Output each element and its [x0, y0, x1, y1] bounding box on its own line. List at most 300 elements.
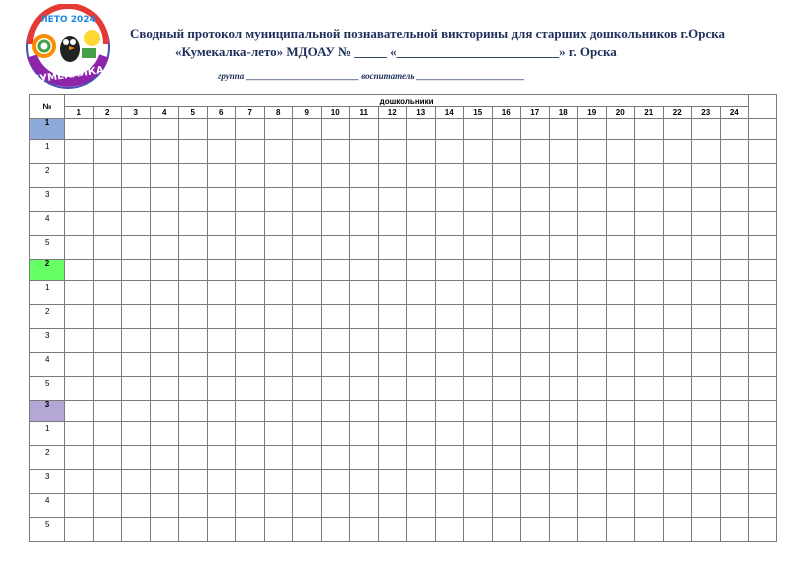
score-cell[interactable]: [635, 164, 664, 188]
score-cell[interactable]: [464, 281, 493, 305]
score-cell[interactable]: [378, 305, 407, 329]
score-cell[interactable]: [720, 518, 749, 542]
score-cell[interactable]: [350, 377, 379, 401]
score-cell[interactable]: [378, 236, 407, 260]
score-cell[interactable]: [720, 281, 749, 305]
score-cell[interactable]: [150, 260, 179, 281]
score-cell[interactable]: [264, 164, 293, 188]
score-cell[interactable]: [122, 518, 151, 542]
score-cell[interactable]: [407, 494, 436, 518]
score-cell[interactable]: [464, 422, 493, 446]
score-cell[interactable]: [407, 164, 436, 188]
score-cell[interactable]: [578, 212, 607, 236]
score-cell[interactable]: [93, 494, 122, 518]
score-cell[interactable]: [122, 164, 151, 188]
score-cell[interactable]: [378, 188, 407, 212]
score-cell[interactable]: [663, 119, 692, 140]
score-cell[interactable]: [236, 329, 265, 353]
score-cell[interactable]: [236, 140, 265, 164]
score-cell[interactable]: [435, 470, 464, 494]
score-cell[interactable]: [207, 446, 236, 470]
score-cell[interactable]: [236, 470, 265, 494]
score-cell[interactable]: [293, 494, 322, 518]
score-cell[interactable]: [264, 329, 293, 353]
score-cell[interactable]: [663, 329, 692, 353]
score-cell[interactable]: [663, 422, 692, 446]
score-cell[interactable]: [407, 236, 436, 260]
score-cell[interactable]: [65, 260, 94, 281]
score-cell[interactable]: [663, 188, 692, 212]
score-cell[interactable]: [293, 329, 322, 353]
score-cell[interactable]: [435, 377, 464, 401]
score-cell[interactable]: [749, 470, 777, 494]
score-cell[interactable]: [378, 329, 407, 353]
score-cell[interactable]: [606, 236, 635, 260]
score-cell[interactable]: [606, 422, 635, 446]
score-cell[interactable]: [321, 188, 350, 212]
score-cell[interactable]: [407, 212, 436, 236]
score-cell[interactable]: [321, 470, 350, 494]
score-cell[interactable]: [122, 353, 151, 377]
score-cell[interactable]: [464, 377, 493, 401]
score-cell[interactable]: [179, 422, 208, 446]
score-cell[interactable]: [692, 236, 721, 260]
score-cell[interactable]: [350, 236, 379, 260]
score-cell[interactable]: [207, 140, 236, 164]
score-cell[interactable]: [293, 236, 322, 260]
score-cell[interactable]: [435, 140, 464, 164]
score-cell[interactable]: [179, 353, 208, 377]
score-cell[interactable]: [122, 329, 151, 353]
score-cell[interactable]: [606, 353, 635, 377]
score-cell[interactable]: [606, 401, 635, 422]
score-cell[interactable]: [179, 164, 208, 188]
score-cell[interactable]: [749, 401, 777, 422]
score-cell[interactable]: [492, 260, 521, 281]
score-cell[interactable]: [492, 422, 521, 446]
score-cell[interactable]: [578, 494, 607, 518]
score-cell[interactable]: [350, 329, 379, 353]
score-cell[interactable]: [692, 260, 721, 281]
score-cell[interactable]: [692, 119, 721, 140]
score-cell[interactable]: [578, 281, 607, 305]
score-cell[interactable]: [93, 188, 122, 212]
score-cell[interactable]: [378, 353, 407, 377]
score-cell[interactable]: [521, 377, 550, 401]
score-cell[interactable]: [521, 281, 550, 305]
score-cell[interactable]: [635, 281, 664, 305]
score-cell[interactable]: [65, 518, 94, 542]
score-cell[interactable]: [407, 401, 436, 422]
score-cell[interactable]: [122, 212, 151, 236]
score-cell[interactable]: [65, 164, 94, 188]
score-cell[interactable]: [378, 377, 407, 401]
score-cell[interactable]: [407, 422, 436, 446]
score-cell[interactable]: [663, 260, 692, 281]
score-cell[interactable]: [93, 164, 122, 188]
score-cell[interactable]: [492, 119, 521, 140]
score-cell[interactable]: [749, 329, 777, 353]
score-cell[interactable]: [578, 119, 607, 140]
score-cell[interactable]: [65, 377, 94, 401]
score-cell[interactable]: [549, 470, 578, 494]
score-cell[interactable]: [663, 494, 692, 518]
score-cell[interactable]: [464, 140, 493, 164]
score-cell[interactable]: [549, 446, 578, 470]
score-cell[interactable]: [635, 353, 664, 377]
score-cell[interactable]: [65, 119, 94, 140]
score-cell[interactable]: [492, 305, 521, 329]
score-cell[interactable]: [179, 236, 208, 260]
score-cell[interactable]: [293, 446, 322, 470]
score-cell[interactable]: [692, 422, 721, 446]
score-cell[interactable]: [150, 494, 179, 518]
score-cell[interactable]: [521, 518, 550, 542]
score-cell[interactable]: [321, 422, 350, 446]
score-cell[interactable]: [93, 518, 122, 542]
score-cell[interactable]: [720, 212, 749, 236]
score-cell[interactable]: [236, 260, 265, 281]
score-cell[interactable]: [65, 494, 94, 518]
score-cell[interactable]: [207, 188, 236, 212]
score-cell[interactable]: [179, 494, 208, 518]
score-cell[interactable]: [378, 470, 407, 494]
score-cell[interactable]: [264, 422, 293, 446]
score-cell[interactable]: [464, 353, 493, 377]
score-cell[interactable]: [492, 164, 521, 188]
score-cell[interactable]: [692, 470, 721, 494]
score-cell[interactable]: [578, 470, 607, 494]
score-cell[interactable]: [635, 377, 664, 401]
score-cell[interactable]: [179, 518, 208, 542]
score-cell[interactable]: [350, 212, 379, 236]
score-cell[interactable]: [179, 401, 208, 422]
score-cell[interactable]: [264, 260, 293, 281]
score-cell[interactable]: [464, 260, 493, 281]
score-cell[interactable]: [521, 188, 550, 212]
score-cell[interactable]: [635, 518, 664, 542]
score-cell[interactable]: [150, 119, 179, 140]
score-cell[interactable]: [150, 446, 179, 470]
score-cell[interactable]: [663, 236, 692, 260]
score-cell[interactable]: [692, 188, 721, 212]
score-cell[interactable]: [321, 377, 350, 401]
score-cell[interactable]: [65, 140, 94, 164]
score-cell[interactable]: [236, 188, 265, 212]
score-cell[interactable]: [521, 305, 550, 329]
score-cell[interactable]: [749, 518, 777, 542]
score-cell[interactable]: [663, 164, 692, 188]
score-cell[interactable]: [321, 353, 350, 377]
score-cell[interactable]: [378, 119, 407, 140]
score-cell[interactable]: [492, 494, 521, 518]
score-cell[interactable]: [321, 305, 350, 329]
score-cell[interactable]: [350, 518, 379, 542]
score-cell[interactable]: [549, 188, 578, 212]
score-cell[interactable]: [207, 329, 236, 353]
score-cell[interactable]: [663, 401, 692, 422]
score-cell[interactable]: [464, 329, 493, 353]
score-cell[interactable]: [93, 401, 122, 422]
score-cell[interactable]: [150, 329, 179, 353]
score-cell[interactable]: [179, 119, 208, 140]
score-cell[interactable]: [407, 305, 436, 329]
score-cell[interactable]: [464, 494, 493, 518]
score-cell[interactable]: [549, 305, 578, 329]
score-cell[interactable]: [549, 518, 578, 542]
score-cell[interactable]: [350, 260, 379, 281]
score-cell[interactable]: [321, 329, 350, 353]
score-cell[interactable]: [692, 164, 721, 188]
score-cell[interactable]: [236, 164, 265, 188]
score-cell[interactable]: [264, 470, 293, 494]
score-cell[interactable]: [492, 401, 521, 422]
score-cell[interactable]: [692, 401, 721, 422]
score-cell[interactable]: [464, 446, 493, 470]
score-cell[interactable]: [492, 353, 521, 377]
score-cell[interactable]: [635, 260, 664, 281]
score-cell[interactable]: [350, 494, 379, 518]
score-cell[interactable]: [65, 422, 94, 446]
score-cell[interactable]: [435, 164, 464, 188]
score-cell[interactable]: [65, 236, 94, 260]
score-cell[interactable]: [264, 446, 293, 470]
score-cell[interactable]: [407, 188, 436, 212]
score-cell[interactable]: [749, 377, 777, 401]
score-cell[interactable]: [635, 305, 664, 329]
score-cell[interactable]: [549, 422, 578, 446]
score-cell[interactable]: [635, 140, 664, 164]
score-cell[interactable]: [407, 446, 436, 470]
score-cell[interactable]: [150, 281, 179, 305]
score-cell[interactable]: [122, 377, 151, 401]
score-cell[interactable]: [264, 236, 293, 260]
score-cell[interactable]: [549, 377, 578, 401]
score-cell[interactable]: [122, 470, 151, 494]
score-cell[interactable]: [179, 446, 208, 470]
score-cell[interactable]: [435, 353, 464, 377]
score-cell[interactable]: [663, 281, 692, 305]
score-cell[interactable]: [293, 401, 322, 422]
score-cell[interactable]: [720, 164, 749, 188]
score-cell[interactable]: [578, 446, 607, 470]
score-cell[interactable]: [578, 329, 607, 353]
score-cell[interactable]: [378, 140, 407, 164]
score-cell[interactable]: [720, 260, 749, 281]
score-cell[interactable]: [93, 212, 122, 236]
score-cell[interactable]: [606, 140, 635, 164]
score-cell[interactable]: [549, 140, 578, 164]
score-cell[interactable]: [464, 188, 493, 212]
score-cell[interactable]: [435, 236, 464, 260]
score-cell[interactable]: [264, 140, 293, 164]
score-cell[interactable]: [521, 164, 550, 188]
score-cell[interactable]: [65, 470, 94, 494]
score-cell[interactable]: [606, 305, 635, 329]
score-cell[interactable]: [179, 140, 208, 164]
score-cell[interactable]: [293, 470, 322, 494]
score-cell[interactable]: [606, 494, 635, 518]
score-cell[interactable]: [236, 446, 265, 470]
score-cell[interactable]: [293, 140, 322, 164]
score-cell[interactable]: [150, 212, 179, 236]
score-cell[interactable]: [236, 281, 265, 305]
score-cell[interactable]: [350, 305, 379, 329]
score-cell[interactable]: [749, 236, 777, 260]
score-cell[interactable]: [635, 401, 664, 422]
score-cell[interactable]: [464, 305, 493, 329]
score-cell[interactable]: [521, 260, 550, 281]
score-cell[interactable]: [549, 164, 578, 188]
score-cell[interactable]: [207, 377, 236, 401]
score-cell[interactable]: [749, 119, 777, 140]
score-cell[interactable]: [179, 377, 208, 401]
score-cell[interactable]: [635, 329, 664, 353]
score-cell[interactable]: [407, 353, 436, 377]
score-cell[interactable]: [635, 494, 664, 518]
score-cell[interactable]: [236, 422, 265, 446]
score-cell[interactable]: [435, 494, 464, 518]
score-cell[interactable]: [350, 353, 379, 377]
score-cell[interactable]: [378, 401, 407, 422]
score-cell[interactable]: [435, 212, 464, 236]
score-cell[interactable]: [65, 329, 94, 353]
score-cell[interactable]: [464, 470, 493, 494]
score-cell[interactable]: [93, 236, 122, 260]
score-cell[interactable]: [749, 281, 777, 305]
score-cell[interactable]: [236, 353, 265, 377]
score-cell[interactable]: [122, 236, 151, 260]
score-cell[interactable]: [435, 401, 464, 422]
score-cell[interactable]: [179, 260, 208, 281]
score-cell[interactable]: [521, 119, 550, 140]
score-cell[interactable]: [464, 212, 493, 236]
score-cell[interactable]: [207, 518, 236, 542]
score-cell[interactable]: [93, 281, 122, 305]
score-cell[interactable]: [264, 305, 293, 329]
score-cell[interactable]: [293, 212, 322, 236]
score-cell[interactable]: [749, 260, 777, 281]
score-cell[interactable]: [464, 119, 493, 140]
score-cell[interactable]: [293, 188, 322, 212]
score-cell[interactable]: [749, 188, 777, 212]
score-cell[interactable]: [549, 260, 578, 281]
score-cell[interactable]: [207, 470, 236, 494]
score-cell[interactable]: [207, 236, 236, 260]
score-cell[interactable]: [350, 119, 379, 140]
score-cell[interactable]: [720, 377, 749, 401]
score-cell[interactable]: [492, 281, 521, 305]
score-cell[interactable]: [663, 353, 692, 377]
score-cell[interactable]: [492, 188, 521, 212]
score-cell[interactable]: [207, 281, 236, 305]
score-cell[interactable]: [321, 140, 350, 164]
score-cell[interactable]: [692, 353, 721, 377]
score-cell[interactable]: [435, 281, 464, 305]
score-cell[interactable]: [407, 518, 436, 542]
score-cell[interactable]: [635, 236, 664, 260]
score-cell[interactable]: [321, 446, 350, 470]
score-cell[interactable]: [549, 236, 578, 260]
score-cell[interactable]: [207, 353, 236, 377]
score-cell[interactable]: [578, 401, 607, 422]
score-cell[interactable]: [293, 281, 322, 305]
score-cell[interactable]: [150, 422, 179, 446]
score-cell[interactable]: [65, 281, 94, 305]
score-cell[interactable]: [93, 470, 122, 494]
score-cell[interactable]: [122, 305, 151, 329]
score-cell[interactable]: [264, 377, 293, 401]
score-cell[interactable]: [207, 422, 236, 446]
score-cell[interactable]: [521, 329, 550, 353]
score-cell[interactable]: [293, 119, 322, 140]
score-cell[interactable]: [492, 470, 521, 494]
score-cell[interactable]: [122, 401, 151, 422]
score-cell[interactable]: [293, 377, 322, 401]
score-cell[interactable]: [321, 401, 350, 422]
score-cell[interactable]: [264, 353, 293, 377]
score-cell[interactable]: [321, 164, 350, 188]
score-cell[interactable]: [65, 212, 94, 236]
score-cell[interactable]: [720, 329, 749, 353]
score-cell[interactable]: [350, 164, 379, 188]
score-cell[interactable]: [293, 260, 322, 281]
score-cell[interactable]: [407, 119, 436, 140]
score-cell[interactable]: [264, 188, 293, 212]
score-cell[interactable]: [236, 494, 265, 518]
score-cell[interactable]: [350, 281, 379, 305]
score-cell[interactable]: [378, 422, 407, 446]
score-cell[interactable]: [65, 353, 94, 377]
score-cell[interactable]: [150, 188, 179, 212]
score-cell[interactable]: [293, 164, 322, 188]
score-cell[interactable]: [720, 422, 749, 446]
score-cell[interactable]: [350, 446, 379, 470]
score-cell[interactable]: [122, 188, 151, 212]
score-cell[interactable]: [378, 281, 407, 305]
score-cell[interactable]: [93, 329, 122, 353]
score-cell[interactable]: [663, 518, 692, 542]
score-cell[interactable]: [749, 353, 777, 377]
score-cell[interactable]: [464, 164, 493, 188]
score-cell[interactable]: [407, 281, 436, 305]
score-cell[interactable]: [435, 260, 464, 281]
score-cell[interactable]: [150, 164, 179, 188]
score-cell[interactable]: [378, 518, 407, 542]
score-cell[interactable]: [720, 353, 749, 377]
score-cell[interactable]: [578, 140, 607, 164]
score-cell[interactable]: [692, 446, 721, 470]
score-cell[interactable]: [150, 140, 179, 164]
score-cell[interactable]: [720, 470, 749, 494]
score-cell[interactable]: [122, 446, 151, 470]
score-cell[interactable]: [122, 140, 151, 164]
score-cell[interactable]: [578, 377, 607, 401]
score-cell[interactable]: [179, 305, 208, 329]
score-cell[interactable]: [122, 119, 151, 140]
score-cell[interactable]: [578, 305, 607, 329]
score-cell[interactable]: [435, 305, 464, 329]
score-cell[interactable]: [578, 188, 607, 212]
score-cell[interactable]: [207, 494, 236, 518]
score-cell[interactable]: [207, 164, 236, 188]
score-cell[interactable]: [663, 377, 692, 401]
score-cell[interactable]: [606, 212, 635, 236]
score-cell[interactable]: [663, 470, 692, 494]
score-cell[interactable]: [264, 119, 293, 140]
score-cell[interactable]: [492, 446, 521, 470]
score-cell[interactable]: [264, 212, 293, 236]
